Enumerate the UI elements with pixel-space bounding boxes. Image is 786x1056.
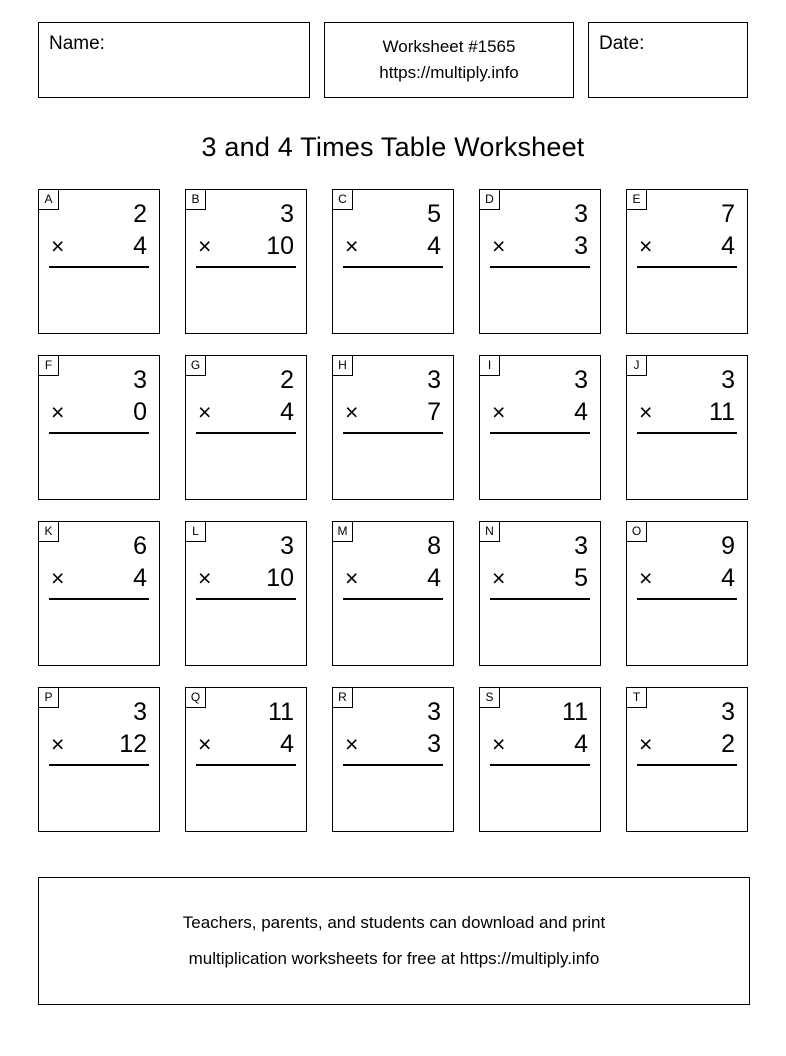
footer-note (38, 877, 750, 1005)
multiplicand: 3 (427, 698, 441, 726)
multiplier: 4 (427, 232, 441, 260)
problem-letter: P (39, 688, 59, 708)
multiplier-row (333, 396, 441, 428)
multiplicand: 11 (268, 698, 294, 726)
multiplier: 4 (574, 730, 588, 758)
problem-item[interactable] (185, 687, 307, 832)
multiplicand: 8 (427, 532, 441, 560)
multiply-icon: × (639, 731, 653, 757)
answer-rule (490, 598, 590, 600)
multiplier: 0 (133, 398, 147, 426)
problem-letter: Q (186, 688, 206, 708)
answer-rule (637, 598, 737, 600)
multiply-icon: × (198, 233, 212, 259)
multiply-icon: × (345, 565, 359, 591)
multiplier-row (627, 728, 735, 760)
multiplier-row (480, 230, 588, 262)
multiply-icon: × (639, 233, 653, 259)
multiplier: 10 (266, 232, 294, 260)
multiplier: 5 (574, 564, 588, 592)
problem-item[interactable] (626, 189, 748, 334)
worksheet-header (0, 0, 786, 98)
multiplier-row (186, 396, 294, 428)
problem-letter: D (480, 190, 500, 210)
problem-letter: G (186, 356, 206, 376)
answer-rule (49, 764, 149, 766)
multiply-icon: × (51, 399, 65, 425)
multiplicand: 3 (133, 698, 147, 726)
multiplier: 4 (427, 564, 441, 592)
multiplicand: 5 (427, 200, 441, 228)
multiplier: 4 (280, 398, 294, 426)
multiplicand: 9 (721, 532, 735, 560)
multiplicand: 7 (721, 200, 735, 228)
multiplier-row (333, 230, 441, 262)
multiplier: 10 (266, 564, 294, 592)
problem-item[interactable] (626, 521, 748, 666)
problem-letter: T (627, 688, 647, 708)
answer-rule (343, 432, 443, 434)
problem-item[interactable] (626, 687, 748, 832)
problem-letter: R (333, 688, 353, 708)
multiply-icon: × (51, 233, 65, 259)
problem-item[interactable] (38, 355, 160, 500)
multiplicand: 3 (574, 366, 588, 394)
page-title: 3 and 4 Times Table Worksheet (201, 132, 585, 162)
answer-rule (490, 764, 590, 766)
multiplier-row (480, 728, 588, 760)
problem-letter: S (480, 688, 500, 708)
multiplier-row (333, 562, 441, 594)
multiplier-row (627, 562, 735, 594)
answer-rule (637, 266, 737, 268)
problem-item[interactable] (479, 687, 601, 832)
multiply-icon: × (492, 731, 506, 757)
multiply-icon: × (492, 233, 506, 259)
multiplier-row (39, 230, 147, 262)
multiply-icon: × (492, 399, 506, 425)
answer-rule (49, 598, 149, 600)
multiplicand: 3 (280, 200, 294, 228)
multiplier-row (39, 562, 147, 594)
multiplicand: 2 (133, 200, 147, 228)
multiplier-row (39, 728, 147, 760)
multiplier: 12 (119, 730, 147, 758)
problem-letter: J (627, 356, 647, 376)
problem-letter: K (39, 522, 59, 542)
problem-item[interactable] (332, 687, 454, 832)
multiply-icon: × (51, 565, 65, 591)
multiply-icon: × (198, 565, 212, 591)
multiply-icon: × (51, 731, 65, 757)
multiplier: 3 (574, 232, 588, 260)
multiplier: 7 (427, 398, 441, 426)
multiplicand: 3 (574, 200, 588, 228)
answer-rule (196, 266, 296, 268)
answer-rule (490, 266, 590, 268)
problem-item[interactable] (479, 189, 601, 334)
multiplier-row (39, 396, 147, 428)
multiplicand: 3 (721, 366, 735, 394)
problem-item[interactable] (185, 355, 307, 500)
problem-letter: N (480, 522, 500, 542)
multiplier-row (186, 230, 294, 262)
answer-rule (343, 598, 443, 600)
multiplier-row (627, 396, 735, 428)
problem-item[interactable] (38, 189, 160, 334)
name-field[interactable] (38, 22, 310, 98)
multiply-icon: × (198, 399, 212, 425)
multiplier: 4 (721, 232, 735, 260)
multiplicand: 3 (133, 366, 147, 394)
multiplicand: 6 (133, 532, 147, 560)
name-label: Name: (49, 33, 105, 54)
multiplier: 4 (721, 564, 735, 592)
multiplicand: 3 (427, 366, 441, 394)
multiplicand: 11 (562, 698, 588, 726)
multiplicand: 3 (574, 532, 588, 560)
problem-item[interactable] (38, 521, 160, 666)
problem-item[interactable] (332, 521, 454, 666)
footer-line-1: Teachers, parents, and students can download and print (182, 913, 606, 932)
answer-rule (637, 432, 737, 434)
date-field[interactable] (588, 22, 748, 98)
footer-line-2: multiplication worksheets for free at https://multiply.info (188, 949, 600, 968)
problem-item[interactable] (332, 355, 454, 500)
problem-item[interactable] (185, 189, 307, 334)
multiplier-row (627, 230, 735, 262)
problem-item[interactable] (332, 189, 454, 334)
problem-letter: B (186, 190, 206, 210)
multiplier-row (333, 728, 441, 760)
multiplier-row (186, 562, 294, 594)
multiplier: 4 (574, 398, 588, 426)
multiplicand: 3 (280, 532, 294, 560)
multiplier-row (480, 562, 588, 594)
answer-rule (490, 432, 590, 434)
multiplicand: 3 (721, 698, 735, 726)
multiply-icon: × (492, 565, 506, 591)
answer-rule (196, 764, 296, 766)
multiplicand: 2 (280, 366, 294, 394)
worksheet-id-box (324, 22, 574, 98)
problem-letter: L (186, 522, 206, 542)
multiplier: 4 (133, 232, 147, 260)
problem-item[interactable] (479, 355, 601, 500)
multiply-icon: × (639, 565, 653, 591)
multiply-icon: × (345, 731, 359, 757)
multiplier: 2 (721, 730, 735, 758)
multiply-icon: × (198, 731, 212, 757)
multiplier: 11 (709, 398, 735, 426)
problem-item[interactable] (185, 521, 307, 666)
problem-letter: E (627, 190, 647, 210)
date-label: Date: (599, 33, 645, 54)
answer-rule (343, 764, 443, 766)
problem-letter: A (39, 190, 59, 210)
answer-rule (196, 432, 296, 434)
problem-letter: I (480, 356, 500, 376)
multiplier-row (186, 728, 294, 760)
multiplier: 4 (280, 730, 294, 758)
problem-letter: H (333, 356, 353, 376)
problem-letter: O (627, 522, 647, 542)
problem-letter: F (39, 356, 59, 376)
multiply-icon: × (639, 399, 653, 425)
multiply-icon: × (345, 399, 359, 425)
answer-rule (49, 432, 149, 434)
problem-item[interactable] (38, 687, 160, 832)
site-url: https://multiply.info (379, 63, 519, 82)
answer-rule (343, 266, 443, 268)
problem-letter: M (333, 522, 353, 542)
problem-item[interactable] (479, 521, 601, 666)
answer-rule (196, 598, 296, 600)
problem-item[interactable] (626, 355, 748, 500)
multiplier: 4 (133, 564, 147, 592)
answer-rule (637, 764, 737, 766)
answer-rule (49, 266, 149, 268)
multiplier: 3 (427, 730, 441, 758)
multiplier-row (480, 396, 588, 428)
problem-letter: C (333, 190, 353, 210)
multiply-icon: × (345, 233, 359, 259)
worksheet-id: Worksheet #1565 (382, 37, 516, 56)
problem-grid (37, 189, 749, 832)
